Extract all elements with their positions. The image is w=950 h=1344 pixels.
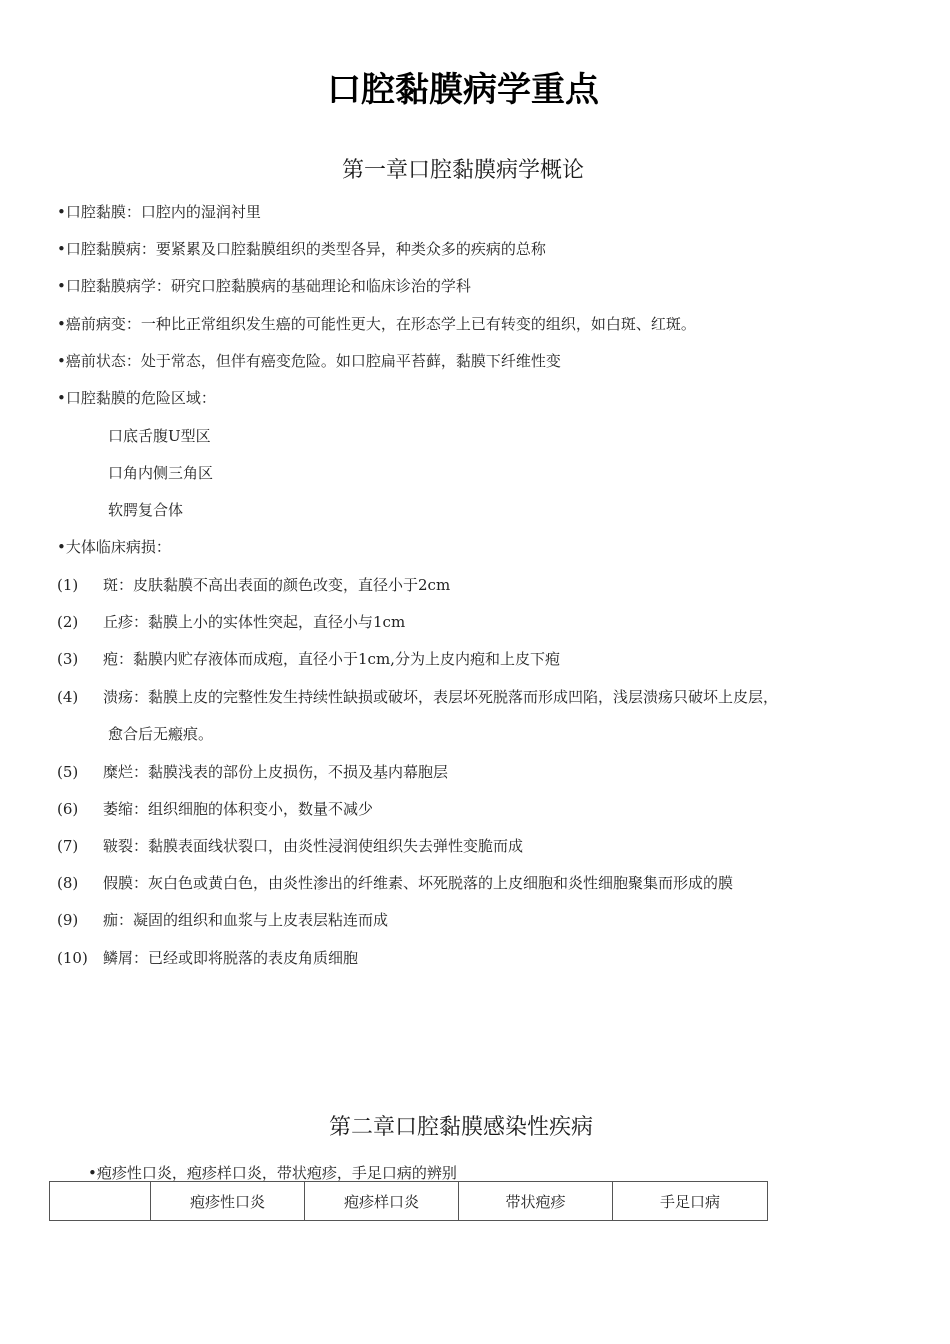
lesion-number: (7) [57, 837, 79, 855]
table-header-blank [50, 1182, 151, 1221]
lesion-item [57, 762, 448, 782]
definition-precancerous-condition: •癌前状态：处于常态，但伴有癌变危险。如口腔扁平苔藓，黏膜下纤维性变 [57, 352, 561, 370]
comparison-table [49, 1181, 768, 1221]
lesion-number: (2) [57, 613, 79, 631]
lesion-item [57, 948, 358, 968]
lesion-number: (3) [57, 650, 79, 668]
lesion-text: 皲裂：黏膜表面线状裂口，由炎性浸润使组织失去弹性变脆而成 [103, 837, 524, 855]
danger-zone-item: 口角内侧三角区 [108, 464, 214, 482]
lesion-number: (6) [57, 800, 79, 818]
lesion-item [57, 649, 560, 669]
danger-zone-item: 软腭复合体 [108, 501, 184, 519]
lesion-item [57, 799, 373, 819]
table-header-row [50, 1182, 768, 1221]
lesion-text: 丘疹：黏膜上小的实体性突起，直径小与1cm [103, 613, 406, 631]
lesion-text: 萎缩：组织细胞的体积变小，数量不减少 [103, 800, 374, 818]
lesion-number: (5) [57, 763, 79, 781]
chapter2-intro: •疱疹性口炎，疱疹样口炎，带状疱疹，手足口病的辨别 [88, 1164, 457, 1182]
chapter1-title: 第一章口腔黏膜病学概论 [341, 158, 584, 183]
lesion-text: 糜烂：黏膜浅表的部份上皮损伤，不损及基内幕胞层 [103, 763, 449, 781]
lesion-item [57, 612, 405, 632]
lesion-text: 假膜：灰白色或黄白色，由炎性渗出的纤维素、坏死脱落的上皮细胞和炎性细胞聚集而形成的膜 [103, 874, 734, 892]
definition-oral-medicine: •口腔黏膜病学：研究口腔黏膜病的基础理论和临床诊治的学科 [57, 277, 471, 295]
lesion-item [57, 575, 450, 595]
lesion-text: 鳞屑：已经或即将脱落的表皮角质细胞 [103, 949, 359, 967]
definition-precancerous-lesion: •癌前病变：一种比正常组织发生癌的可能性更大，在形态学上已有转变的组织，如白斑、红斑。 [57, 315, 696, 333]
definition-oral-mucosal-disease: •口腔黏膜病：要紧累及口腔黏膜组织的类型各异，种类众多的疾病的总称 [57, 240, 546, 258]
lesion-item [57, 687, 778, 707]
danger-zones-heading: •口腔黏膜的危险区域： [57, 389, 216, 407]
lesion-item [57, 836, 523, 856]
table-header-hand-foot-mouth: 手足口病 [613, 1182, 768, 1221]
lesion-text: 痂：凝固的组织和血浆与上皮表层粘连而成 [103, 911, 389, 929]
lesion-text-continuation: 愈合后无瘢痕。 [108, 725, 214, 743]
table-header-herpetic-stomatitis: 疱疹性口炎 [151, 1182, 305, 1221]
lesion-number: (8) [57, 874, 79, 892]
page-title: 口腔黏膜病学重点 [327, 70, 599, 110]
lesion-text: 斑：皮肤黏膜不高出表面的颜色改变，直径小于2cm [103, 576, 451, 594]
lesion-number: (10) [57, 949, 88, 967]
lesion-text: 疱：黏膜内贮存液体而成疱，直径小于1cm,分为上皮内疱和上皮下疱 [103, 650, 560, 668]
lesion-item [57, 873, 733, 893]
table-header-herpetiform-stomatitis: 疱疹样口炎 [305, 1182, 459, 1221]
chapter2-title: 第二章口腔黏膜感染性疾病 [328, 1115, 593, 1140]
table-header-herpes-zoster: 带状疱疹 [459, 1182, 613, 1221]
lesion-number: (4) [57, 688, 79, 706]
lesion-number: (1) [57, 576, 79, 594]
lesion-item [57, 910, 388, 930]
danger-zone-item: 口底舌腹U型区 [108, 427, 211, 445]
definition-oral-mucosa: •口腔黏膜：口腔内的湿润衬里 [57, 203, 261, 221]
lesions-heading: •大体临床病损： [57, 538, 171, 556]
lesion-number: (9) [57, 911, 79, 929]
lesion-text: 溃疡：黏膜上皮的完整性发生持续性缺损或破坏，表层坏死脱落而形成凹陷，浅层溃疡只破坏上皮层， [103, 688, 779, 706]
